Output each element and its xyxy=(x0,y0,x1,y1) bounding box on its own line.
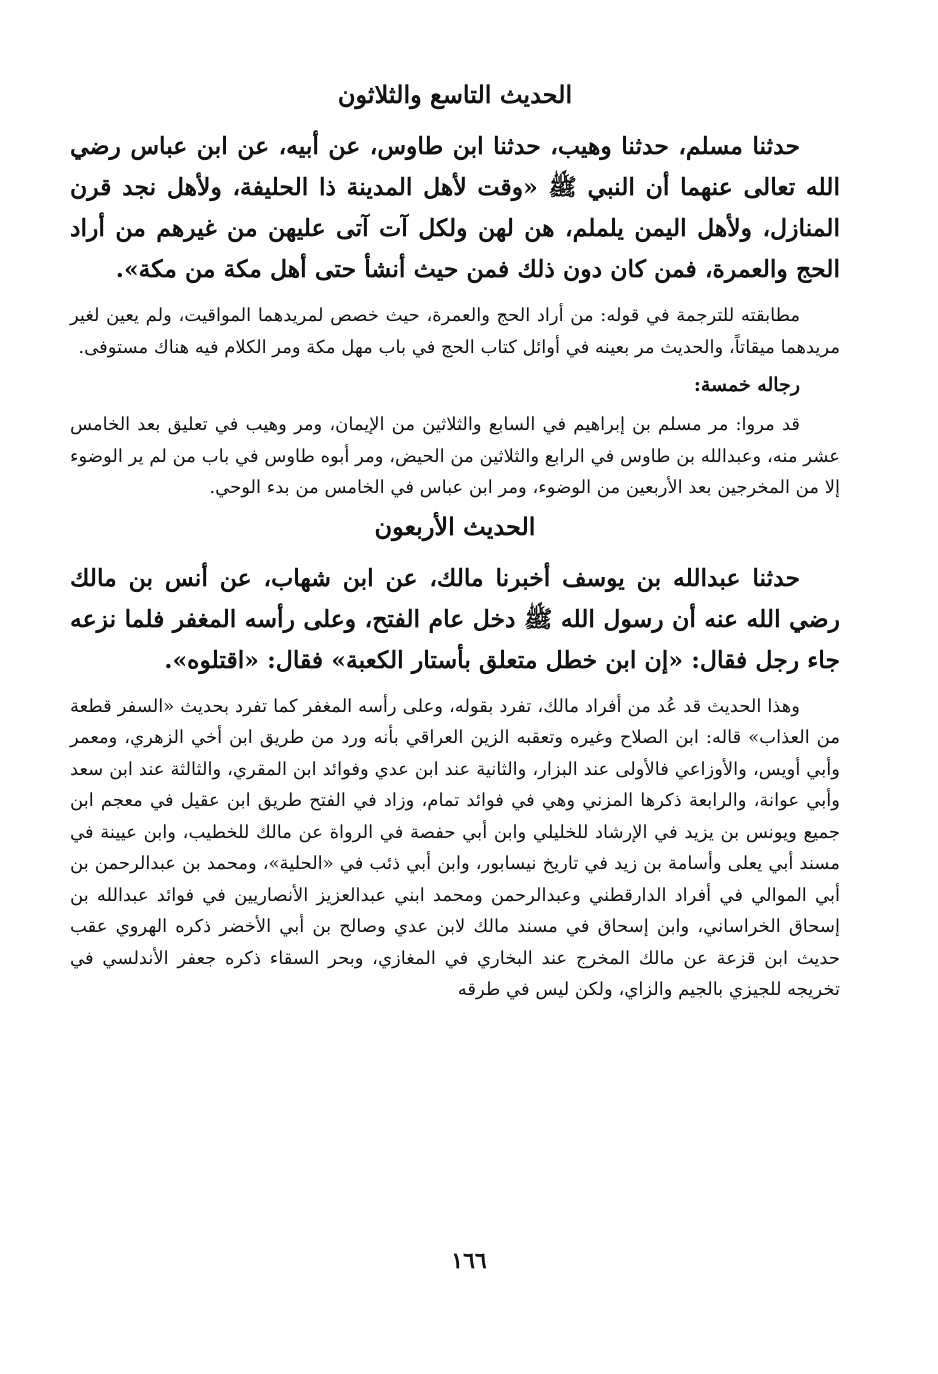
hadith-39-text: حدثنا مسلم، حدثنا وهيب، حدثنا ابن طاوس، عن أبيه، عن ابن عباس رضي الله تعالى عنهما أن النبي ﷺ «وقت لأهل المدينة ذا الحليفة، ولأهل نجد قرن المنازل، ولأهل اليمن يلملم، هن لهن ولكل آت آتى عليهن من غيرهم من أراد الحج والعمرة، فمن كان دون ذلك فمن حيث أنشأ حتى أهل مكة من مكة». xyxy=(70,132,840,283)
narrators-text: قد مروا: مر مسلم بن إبراهيم في السابع والثلاثين من الإيمان، ومر وهيب في تعليق بعد الخامس عشر منه، وعبدالله بن طاوس في الرابع والثلاثين من الحيض، ومر أبوه طاوس في باب من لم ير الوضوء إلا من المخرجين بعد الأربعين من الوضوء، ومر ابن عباس في الخامس من بدء الوحي. xyxy=(70,414,840,498)
page-content xyxy=(70,78,840,1012)
hadith-40-title: الحديث الأربعون xyxy=(374,511,536,541)
page-number: ١٦٦ xyxy=(451,1248,487,1274)
hadith-39-title: الحديث التاسع والثلاثون xyxy=(337,80,573,109)
narrators-heading: رجاله خمسة: xyxy=(693,374,800,396)
hadith-40-commentary: وهذا الحديث قد عُد من أفراد مالك، تفرد بقوله، وعلى رأسه المغفر كما تفرد بحديث «السفر قطعة من العذاب» قاله: ابن الصلاح وغيره وتعقبه الزين العراقي بأنه ورد من طريق ابن أخي الزهري، ومعمر وأبي أويس، والأوزاعي فالأولى عند البزار، والثانية عند ابن عدي وفوائد ابن المقري، والثالثة عند ابن سعد وأبي عوانة، والرابعة ذكرها المزني وهي في فوائد تمام، وزاد في الفتح طريق ابن عقيل في معجم ابن جميع ويونس بن يزيد في الإرشاد للخليلي وابن أبي حفصة في الرواة عن مالك للخطيب، وابن عيينة في مسند أبي يعلى وأسامة بن زيد في تاريخ نيسابور، وابن أبي ذئب في «الحلية»، ومحمد بن عبدالرحمن بن أبي الموالي في أفراد الدارقطني وعبدالرحمن ومحمد ابني عبدالعزيز الأنصاريين في فوائد عبدالله بن إسحاق الخراساني، وابن إسحاق في مسند مالك لابن عدي وصالح بن أبي الأخضر ذكره الهروي عقب حديث ابن قزعة عن مالك المخرج عند البخاري في المغازي، وبحر السقاء ذكره جعفر الأندلسي في تخريجه للجيزي بالجيم والزاي، ولكن ليس في طرقه xyxy=(70,695,840,1000)
hadith-39-commentary: مطابقته للترجمة في قوله: من أراد الحج والعمرة، حيث خصص لمريدهما المواقيت، ولم يعين لغير مريدهما ميقاتاً، والحديث مر بعينه في أوائل كتاب الحج في باب مهل مكة ومر الكلام فيه هناك مستوفى. xyxy=(70,305,840,358)
hadith-40-text: حدثنا عبدالله بن يوسف أخبرنا مالك، عن ابن شهاب، عن أنس بن مالك رضي الله عنه أن رسول الله ﷺ دخل عام الفتح، وعلى رأسه المغفر فلما نزعه جاء رجل فقال: «إن ابن خطل متعلق بأستار الكعبة» فقال: «اقتلوه». xyxy=(70,563,840,674)
